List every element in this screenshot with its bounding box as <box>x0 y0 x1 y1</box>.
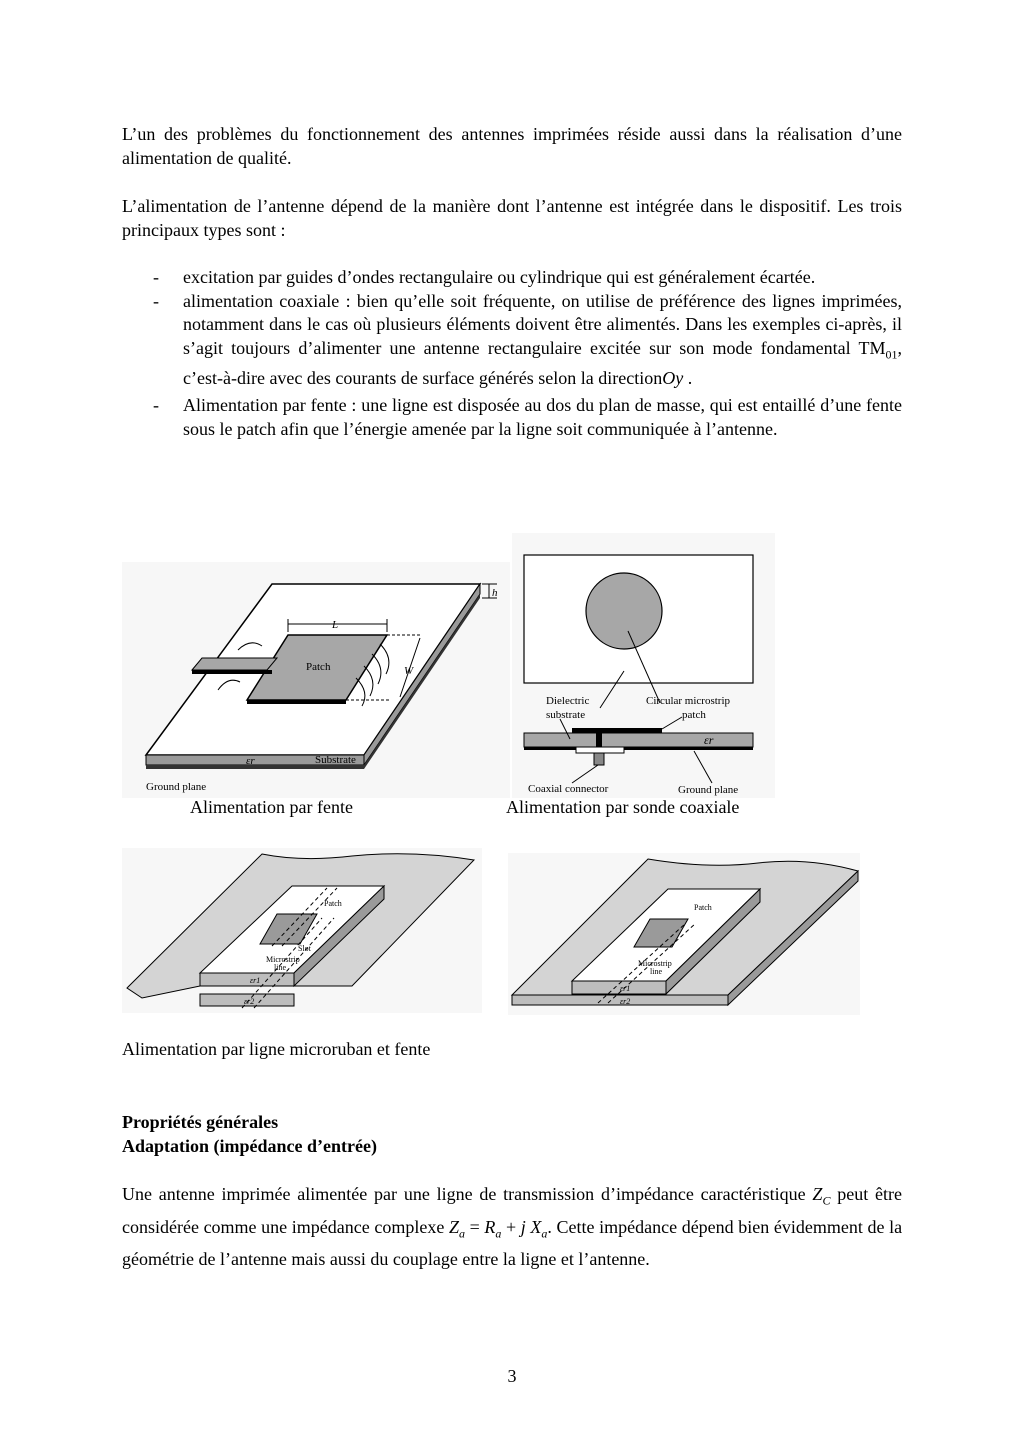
symbol-zc-sub: C <box>822 1193 831 1208</box>
symbol-xa: X <box>530 1216 542 1237</box>
label-patch: Patch <box>306 661 331 673</box>
label-h: h <box>492 587 498 599</box>
label-microstrip-1: Microstrip <box>266 955 300 964</box>
list-dash: - <box>153 267 159 287</box>
impedance-text-1: Une antenne imprimée alimentée par une ligne de transmission d’impédance caractéristique <box>122 1184 806 1204</box>
label-microstrip-1: Microstrip <box>638 959 672 968</box>
mode-subscript: 01 <box>885 347 898 362</box>
label-patch: Patch <box>324 899 342 908</box>
label-ground-plane: Ground plane <box>146 781 207 793</box>
impedance-text-2: peut être considérée comme une impédance complexe <box>122 1184 903 1237</box>
label-microstrip-2: line <box>274 963 286 972</box>
bullet-text-slot: Alimentation par fente : une ligne est disposée au dos du plan de masse, qui est entaillé d’une fente sous le patch afin que l’énergie amenée par la ligne soit communiquée à l’antenne. <box>183 395 902 439</box>
label-er1: εr1 <box>620 984 631 993</box>
label-circular-patch-1: Circular microstrip <box>646 695 731 707</box>
label-ground-plane: Ground plane <box>678 784 739 796</box>
bullet-text-coaxial-cont: , c’est-à-dire avec des courants de surface générés selon la direction <box>183 337 902 388</box>
label-patch: Patch <box>694 903 712 912</box>
section-heading-properties: Propriétés générales <box>122 1112 279 1132</box>
symbol-equals: = <box>469 1216 480 1237</box>
direction-oy: Oy <box>662 367 684 388</box>
caption-bottom: Alimentation par ligne microruban et fente <box>122 1039 431 1059</box>
symbol-plus: + <box>505 1216 517 1237</box>
symbol-ra: R <box>484 1216 496 1237</box>
page-number: 3 <box>507 1366 517 1386</box>
figure-coaxial-probe <box>512 533 775 798</box>
label-circular-patch-2: patch <box>682 709 706 721</box>
intro-paragraph-2: L’alimentation de l’antenne dépend de la manière dont l’antenne est intégrée dans le dispositif. Les trois principaux types sont : <box>122 196 902 240</box>
list-item <box>122 394 902 441</box>
label-permittivity: εr <box>704 733 714 747</box>
caption-fig2: Alimentation par sonde coaxiale <box>506 797 740 817</box>
label-dielectric-1: Dielectric <box>546 695 590 707</box>
figure-aperture-coupled-1 <box>122 848 482 1013</box>
section-heading-matching: Adaptation (impédance d’entrée) <box>122 1136 377 1156</box>
label-microstrip-2: line <box>650 967 662 976</box>
symbol-xa-sub: a <box>541 1226 548 1241</box>
figure-aperture-coupled-2 <box>508 853 860 1015</box>
label-permittivity: εr <box>246 755 255 767</box>
symbol-ra-sub: a <box>495 1226 502 1241</box>
list-dash: - <box>153 395 159 416</box>
list-item <box>122 290 902 391</box>
caption-fig1: Alimentation par fente <box>190 797 353 817</box>
impedance-text-3: . Cette impédance dépend bien évidemment de la géométrie de l’antenne mais aussi du couplage entre la ligne et l’antenne. <box>122 1216 903 1270</box>
symbol-zc: Z <box>812 1184 823 1204</box>
label-width: W <box>404 665 414 677</box>
label-substrate: Substrate <box>315 754 356 766</box>
label-er2: εr2 <box>620 997 631 1006</box>
figure-inset-feed-patch <box>122 562 510 798</box>
symbol-j: j <box>520 1216 526 1237</box>
label-coaxial-connector: Coaxial connector <box>528 783 609 795</box>
symbol-za: Z <box>448 1216 459 1237</box>
impedance-paragraph <box>122 1181 902 1272</box>
label-dielectric-2: substrate <box>546 709 586 721</box>
bullet-text-coaxial-end: . <box>683 367 693 388</box>
label-er2: εr2 <box>244 997 255 1006</box>
list-dash: - <box>153 290 159 311</box>
label-er1: εr1 <box>250 976 261 985</box>
label-slot: Slot <box>298 944 311 953</box>
list-item <box>122 266 902 290</box>
bullet-text-coaxial: alimentation coaxiale : bien qu’elle soit fréquente, on utilise de préférence des lignes imprimées, notamment dans le cas où plusieurs éléments doivent être alimentés. Dans les exemples ci-après, il s’agit toujours d’alimenter une antenne rectangulaire excitée sur son mode fondamental TM <box>183 290 902 358</box>
bullet-text-waveguide: excitation par guides d’ondes rectangulaire ou cylindrique qui est généralement écartée. <box>183 267 816 287</box>
feed-types-list <box>122 266 902 441</box>
intro-paragraph-1: L’un des problèmes du fonctionnement des antennes imprimées réside aussi dans la réalisation d’une alimentation de qualité. <box>122 124 902 168</box>
label-length: L <box>332 619 339 631</box>
symbol-za-sub: a <box>458 1226 465 1241</box>
